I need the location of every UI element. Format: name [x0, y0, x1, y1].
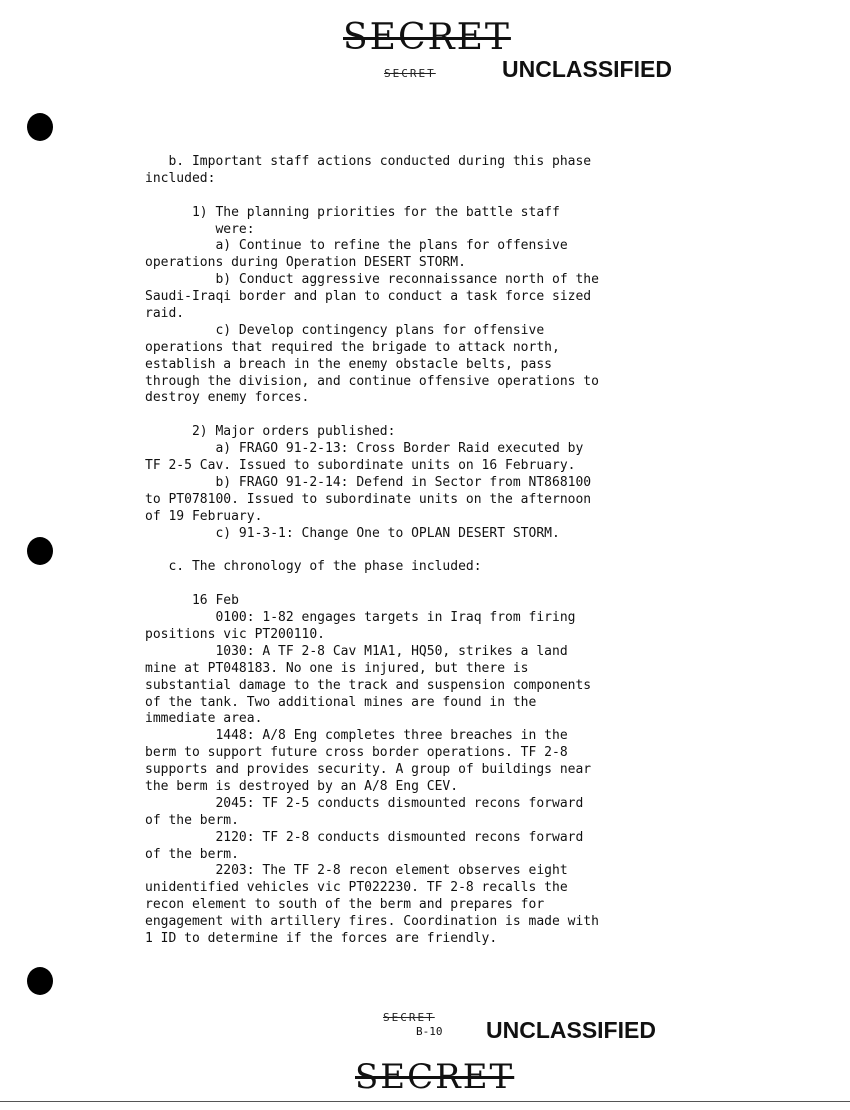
body-line: positions vic PT200110.: [145, 626, 326, 642]
body-line: 1448: A/8 Eng completes three breaches in the: [145, 728, 568, 744]
body-line: a) Continue to refine the plans for offensive: [145, 238, 568, 254]
body-line: were:: [145, 221, 255, 237]
body-line: Saudi-Iraqi border and plan to conduct a task force sized: [145, 289, 592, 305]
body-line: berm to support future cross border operations. TF 2-8: [145, 745, 568, 761]
body-line: mine at PT048183. No one is injured, but there is: [145, 660, 529, 676]
body-line: 2120: TF 2-8 conducts dismounted recons forward: [145, 829, 584, 845]
body-line: unidentified vehicles vic PT022230. TF 2-8 recalls the: [145, 880, 568, 896]
header-unclassified-marking: UNCLASSIFIED: [502, 56, 672, 82]
punch-hole-bottom: [27, 967, 53, 995]
body-line: operations that required the brigade to attack north,: [145, 339, 560, 355]
header-secret-small-marking: SECRET: [384, 67, 436, 80]
body-line: of the berm.: [145, 846, 239, 862]
body-line: [145, 542, 745, 559]
body-line: [145, 576, 745, 593]
body-line: the berm is destroyed by an A/8 Eng CEV.: [145, 778, 459, 794]
document-body: [145, 154, 745, 948]
body-line: c) 91-3-1: Change One to OPLAN DESERT STORM.: [145, 525, 560, 541]
body-line: supports and provides security. A group of buildings near: [145, 762, 592, 778]
body-line: [145, 188, 745, 205]
body-line: through the division, and continue offensive operations to: [145, 373, 599, 389]
body-line: 1030: A TF 2-8 Cav M1A1, HQ50, strikes a land: [145, 643, 568, 659]
body-line: destroy enemy forces.: [145, 390, 310, 406]
punch-hole-top: [27, 113, 53, 141]
body-line: of the berm.: [145, 812, 239, 828]
body-line: raid.: [145, 306, 185, 322]
body-line: of 19 February.: [145, 508, 263, 524]
body-line: operations during Operation DESERT STORM.: [145, 255, 466, 271]
body-line: included:: [145, 170, 216, 186]
body-line: 0100: 1-82 engages targets in Iraq from firing: [145, 610, 576, 626]
footer-unclassified-marking: UNCLASSIFIED: [486, 1017, 656, 1043]
body-line: b. Important staff actions conducted during this phase: [145, 154, 592, 169]
body-line: 16 Feb: [145, 593, 239, 609]
body-line: 1) The planning priorities for the battle staff: [145, 204, 560, 220]
body-line: recon element to south of the berm and prepares for: [145, 897, 545, 913]
body-line: 1 ID to determine if the forces are friendly.: [145, 930, 498, 946]
header-secret-marking: SECRET: [343, 17, 511, 58]
body-line: [145, 407, 745, 424]
body-line: 2045: TF 2-5 conducts dismounted recons forward: [145, 795, 584, 811]
body-line: to PT078100. Issued to subordinate units on the afternoon: [145, 491, 592, 507]
body-line: of the tank. Two additional mines are found in the: [145, 694, 537, 710]
body-line: c) Develop contingency plans for offensive: [145, 322, 545, 338]
footer-secret-marking: SECRET: [355, 1057, 515, 1097]
body-line: TF 2-5 Cav. Issued to subordinate units on 16 February.: [145, 458, 576, 474]
body-line: 2203: The TF 2-8 recon element observes eight: [145, 863, 568, 879]
body-line: b) FRAGO 91-2-14: Defend in Sector from NT868100: [145, 474, 592, 490]
body-line: a) FRAGO 91-2-13: Cross Border Raid executed by: [145, 441, 584, 457]
punch-hole-middle: [27, 537, 53, 565]
body-line: substantial damage to the track and suspension components: [145, 677, 592, 693]
body-line: establish a breach in the enemy obstacle belts, pass: [145, 356, 552, 372]
body-line: immediate area.: [145, 711, 263, 727]
body-line: b) Conduct aggressive reconnaissance north of the: [145, 272, 599, 288]
page-bottom-edge: [0, 1101, 850, 1102]
page-number: B-10: [416, 1025, 443, 1038]
body-line: 2) Major orders published:: [145, 424, 396, 440]
body-line: c. The chronology of the phase included:: [145, 559, 482, 575]
footer-secret-small-marking: SECRET: [383, 1011, 435, 1024]
body-line: engagement with artillery fires. Coordination is made with: [145, 914, 599, 930]
